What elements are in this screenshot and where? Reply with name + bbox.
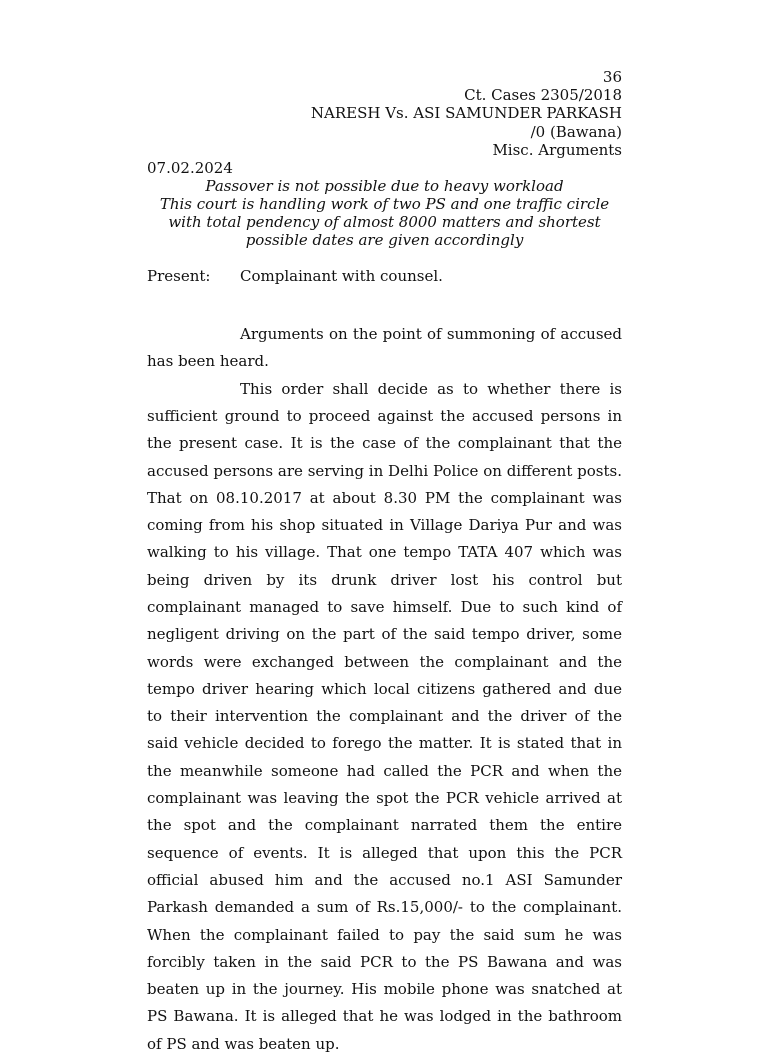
page-number: 36	[602, 68, 622, 86]
case-number: Ct. Cases 2305/2018	[464, 86, 622, 105]
case-header	[147, 68, 622, 159]
present-label: Present:	[147, 267, 211, 286]
present-line	[147, 267, 622, 285]
case-parties: NARESH Vs. ASI SAMUNDER PARKASH	[310, 104, 622, 123]
workload-note: This court is handling work of two PS and one traffic circle with total pendency of almost 8000 matters and shortest possible dates are given accordingly	[159, 195, 610, 250]
order-body	[147, 321, 622, 1058]
case-stage: Misc. Arguments	[492, 140, 622, 159]
document-page	[147, 68, 622, 1058]
present-value: Complainant with counsel.	[240, 267, 443, 286]
police-station: /0 (Bawana)	[530, 122, 622, 141]
passover-note: Passover is not possible due to heavy workload	[205, 177, 564, 196]
paragraph-arguments: Arguments on the point of summoning of accused has been heard.	[147, 325, 622, 371]
paragraph-order: This order shall decide as to whether there is sufficient ground to proceed against the accused persons in the present case. It is the case of the complainant that the accused persons are serving in Delhi Police on different posts. That on 08.10.2017 at about 8.30 PM the complainant was coming from his shop situated in Village Dariya Pur and was walking to his village. That one tempo TATA 407 which was being driven by its drunk driver lost his control but complainant managed to save himself. Due to such kind of negligent driving on the part of the said tempo driver, some words were exchanged between the complainant and the tempo driver hearing which local citizens gathered and due to their intervention the complainant and the driver of the said vehicle decided to forego the matter. It is stated that in the meanwhile someone had called the PCR and when the complainant was leaving the spot the PCR vehicle arrived at the spot and the complainant narrated them the entire sequence of events. It is alleged that upon this the PCR official abused him and the accused no.1 ASI Samunder Parkash demanded a sum of Rs.15,000/- to the complainant. When the complainant failed to pay the said sum he was forcibly taken in the said PCR to the PS Bawana and was beaten up in the journey. His mobile phone was snatched at PS Bawana. It is alleged that he was lodged in the bathroom of PS and was beaten up.	[147, 379, 622, 1053]
order-date: 07.02.2024	[147, 159, 233, 178]
